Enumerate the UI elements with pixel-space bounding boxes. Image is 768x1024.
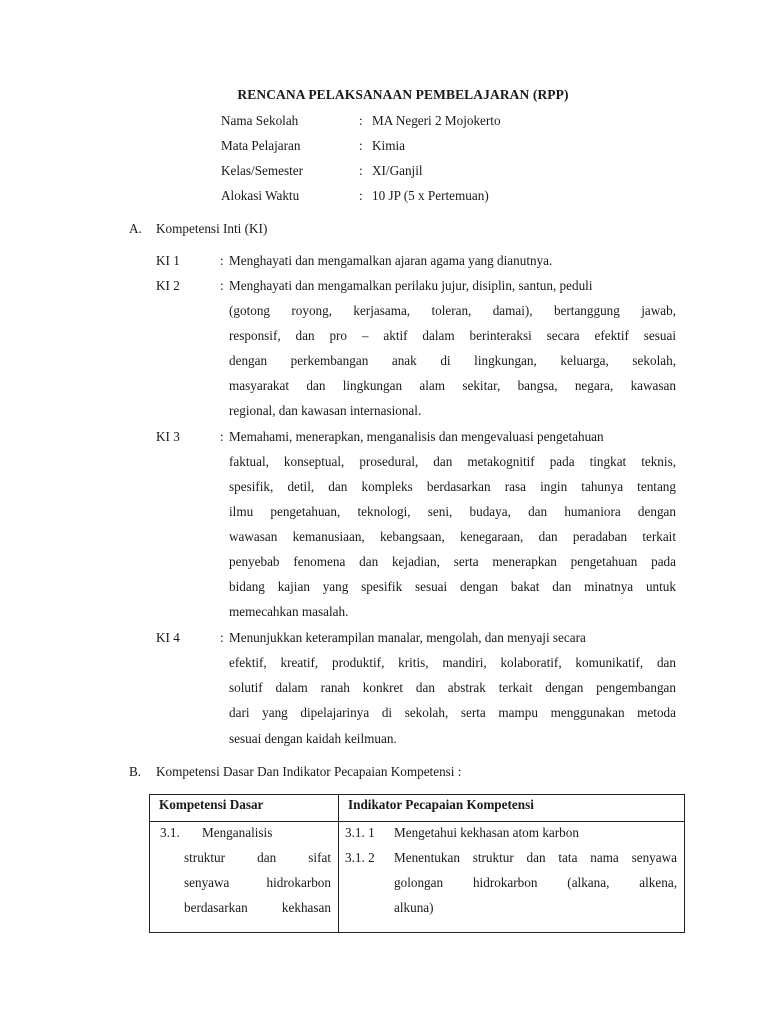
table-header-cell — [150, 795, 339, 822]
ki-line: (gotong royong, kerjasama, toleran, damai), bertanggung jawab, — [229, 303, 676, 318]
ki-label: KI 3 — [156, 429, 180, 444]
kd-line: berdasarkan kekhasan — [184, 900, 331, 915]
table-header-cell — [339, 795, 685, 822]
ki-colon: : — [220, 253, 224, 268]
indicator-number: 3.1. 1 — [345, 825, 375, 840]
identity-value-school: MA Negeri 2 Mojokerto — [372, 113, 501, 128]
ki-line: memecahkan masalah. — [229, 604, 349, 619]
ki-line: penyebab fenomena dan kejadian, serta menerapkan pengetahuan pada — [229, 554, 676, 569]
indicator-cell — [339, 822, 685, 933]
indicator-line: golongan hidrokarbon (alkana, alkena, — [394, 875, 677, 890]
ki-colon: : — [220, 630, 224, 645]
ki-label: KI 4 — [156, 630, 180, 645]
ki-colon: : — [220, 278, 224, 293]
ki-colon: : — [220, 429, 224, 444]
ki-line: Menghayati dan mengamalkan ajaran agama yang dianutnya. — [229, 253, 553, 268]
identity-label-class: Kelas/Semester — [221, 163, 304, 178]
identity-colon: : — [359, 113, 363, 128]
ki-line: Memahami, menerapkan, menganalisis dan mengevaluasi pengetahuan — [229, 429, 604, 444]
indicator-line: alkuna) — [394, 900, 434, 915]
ki-line: wawasan kemanusiaan, kebangsaan, kenegaraan, dan peradaban terkait — [229, 529, 676, 544]
indicator-number: 3.1. 2 — [345, 850, 375, 865]
identity-colon: : — [359, 138, 363, 153]
ki-line: spesifik, detil, dan kompleks berdasarkan rasa ingin tahunya tentang — [229, 479, 676, 494]
document-title: RENCANA PELAKSANAAN PEMBELAJARAN (RPP) — [237, 87, 569, 102]
identity-value-class: XI/Ganjil — [372, 163, 423, 178]
ki-line: sesuai dengan kaidah keilmuan. — [229, 731, 397, 746]
ki-line: ilmu pengetahuan, teknologi, seni, budaya, dan humaniora dengan — [229, 504, 676, 519]
identity-label-subject: Mata Pelajaran — [221, 138, 301, 153]
identity-value-time: 10 JP (5 x Pertemuan) — [372, 188, 489, 203]
identity-value-subject: Kimia — [372, 138, 405, 153]
kd-line: struktur dan sifat — [184, 850, 331, 865]
ki-line: Menghayati dan mengamalkan perilaku jujur, disiplin, santun, peduli — [229, 278, 593, 293]
competency-table — [149, 794, 685, 933]
ki-line: faktual, konseptual, prosedural, dan metakognitif pada tingkat teknis, — [229, 454, 676, 469]
ki-line: masyarakat dan lingkungan alam sekitar, bangsa, negara, kawasan — [229, 378, 676, 393]
ki-line: bidang kajian yang spesifik sesuai dengan bakat dan minatnya untuk — [229, 579, 676, 594]
header-kd: Kompetensi Dasar — [159, 797, 264, 812]
identity-label-time: Alokasi Waktu — [221, 188, 300, 203]
ki-line: dari yang dipelajarinya di sekolah, serta mampu menggunakan metoda — [229, 705, 676, 720]
ki-line: responsif, dan pro – aktif dalam berinteraksi secara efektif sesuai — [229, 328, 676, 343]
ki-line: dengan perkembangan anak di lingkungan, keluarga, sekolah, — [229, 353, 676, 368]
section-a-letter: A. — [129, 221, 142, 236]
ki-label: KI 2 — [156, 278, 180, 293]
indicator-line: Menentukan struktur dan tata nama senyawa — [394, 850, 677, 865]
kd-line: Menganalisis — [202, 825, 273, 840]
section-b-letter: B. — [129, 764, 142, 779]
header-indicator: Indikator Pecapaian Kompetensi — [348, 797, 534, 812]
ki-line: efektif, kreatif, produktif, kritis, mandiri, kolaboratif, komunikatif, dan — [229, 655, 676, 670]
indicator-line: Mengetahui kekhasan atom karbon — [394, 825, 579, 840]
table-header-row — [150, 795, 685, 822]
section-b-title: Kompetensi Dasar Dan Indikator Pecapaian Kompetensi : — [156, 764, 462, 779]
kd-line: senyawa hidrokarbon — [184, 875, 331, 890]
ki-line: Menunjukkan keterampilan manalar, mengolah, dan menyaji secara — [229, 630, 586, 645]
section-a-title: Kompetensi Inti (KI) — [156, 221, 268, 236]
ki-line: regional, dan kawasan internasional. — [229, 403, 422, 418]
kd-cell — [150, 822, 339, 933]
ki-line: solutif dalam ranah konkret dan abstrak terkait dengan pengembangan — [229, 680, 676, 695]
identity-colon: : — [359, 188, 363, 203]
identity-colon: : — [359, 163, 363, 178]
table-row — [150, 822, 685, 933]
identity-label-school: Nama Sekolah — [221, 113, 299, 128]
kd-number: 3.1. — [160, 825, 180, 840]
ki-label: KI 1 — [156, 253, 180, 268]
